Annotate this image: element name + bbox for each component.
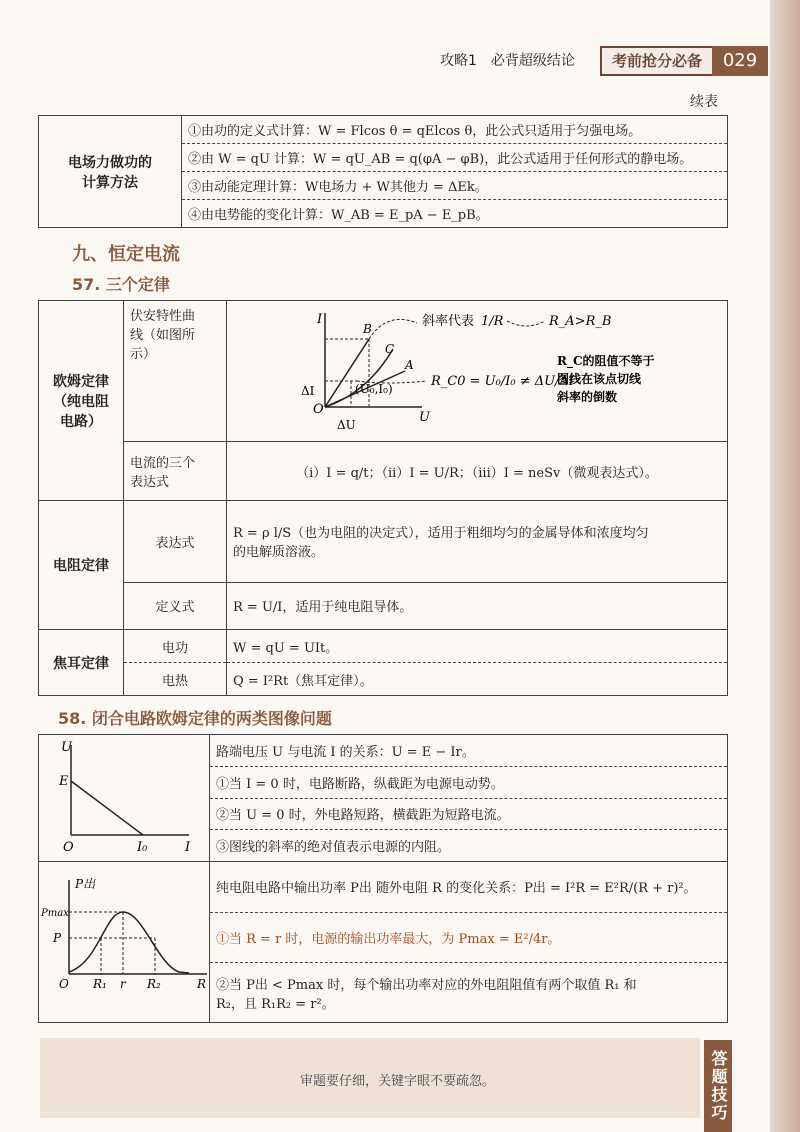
ui-graph — [39, 735, 209, 857]
label-delta-u: ΔU — [337, 418, 356, 432]
label-a: A — [405, 358, 414, 372]
closed-circuit-table — [38, 734, 728, 1023]
work-methods-table — [38, 115, 728, 228]
three-laws-table — [38, 300, 728, 696]
ui-row: ②当 U = 0 时，外电路短路，横截距为短路电流。 — [210, 798, 728, 830]
work-methods-label: 电场力做功的 计算方法 — [39, 116, 182, 228]
footer-banner — [40, 1038, 700, 1118]
p-graph — [39, 862, 209, 1018]
ui-row: ①当 I = 0 时，电路断路，纵截距为电源电动势。 — [210, 766, 728, 798]
arrow-to-compare — [507, 321, 545, 326]
resist-def-label: 定义式 — [124, 582, 227, 629]
va-curve-cell — [227, 301, 728, 442]
ui-row: 路端电压 U 与电流 I 的关系：U = E − Ir。 — [210, 735, 728, 767]
page-header — [0, 44, 770, 76]
compare-label: R_A>R_B — [549, 314, 612, 329]
label-point: (U₀,I₀) — [355, 382, 393, 396]
p-curve — [69, 912, 189, 973]
u-axis-label: U — [419, 410, 430, 425]
va-curve-diagram — [227, 301, 727, 437]
work-method-row: ③由动能定理计算：W电场力 + W其他力 = ΔEk。 — [182, 172, 728, 200]
p-graph-cell — [39, 862, 210, 1023]
section-title: 九、恒定电流 — [72, 244, 180, 265]
p-row-highlight: ①当 R = r 时，电源的输出功率最大，为 Pmax = E²/4r。 — [210, 912, 728, 963]
i0-label: I₀ — [137, 840, 148, 855]
page-edge — [770, 0, 800, 1132]
origin-label: O — [313, 402, 324, 417]
item-title: 58. 闭合电路欧姆定律的两类图像问题 — [58, 709, 332, 728]
resist-def-text: R = U/I，适用于纯电阻导体。 — [227, 582, 728, 629]
curve-c — [325, 349, 393, 407]
ui-row: ③图线的斜率的绝对值表示电源的内阻。 — [210, 830, 728, 862]
va-curve-label: 伏安特性曲 线（如图所 示） — [124, 301, 227, 442]
continued-label: 续表 — [690, 94, 718, 110]
work-method-row: ②由 W = qU 计算：W = qU_AB = q(φA − φB)，此公式适用于任何形式的静电场。 — [182, 144, 728, 172]
joule-law-label: 焦耳定律 — [39, 630, 124, 696]
slope-label: 斜率代表 — [422, 314, 475, 329]
three-expr-text: （i）I = q/t；（ii）I = U/R；（iii）I = neSv（微观表达式）。 — [227, 442, 728, 501]
e-label: E — [59, 774, 69, 789]
ui-graph-cell — [39, 735, 210, 862]
joule-work-label: 电功 — [124, 630, 227, 663]
ohm-law-label: 欧姆定律 （纯电阻 电路） — [39, 301, 124, 501]
label-b: B — [363, 322, 372, 336]
joule-work-text: W = qU = UIt。 — [227, 630, 728, 663]
page-number: 029 — [712, 46, 768, 76]
i-axis-label: I — [317, 312, 323, 327]
rc-note-2: 图线在该点切线 — [557, 372, 642, 386]
origin-label: O — [59, 977, 69, 991]
resistance-law-label: 电阻定律 — [39, 501, 124, 630]
r2-label: R₂ — [147, 977, 161, 991]
r1-label: R₁ — [93, 977, 107, 991]
label-delta-i: ΔI — [301, 384, 315, 398]
pout-label: P出 — [75, 877, 96, 891]
work-method-row: ④由电势能的变化计算：W_AB = E_pA − E_pB。 — [182, 200, 728, 228]
slope-fraction: 1/R — [481, 314, 504, 329]
side-tab: 答题技巧 — [704, 1040, 732, 1132]
joule-heat-text: Q = I²Rt（焦耳定律）。 — [227, 663, 728, 696]
ui-line — [71, 781, 143, 835]
r-axis-label: R — [197, 977, 207, 991]
pmax-label: Pmax — [41, 908, 69, 919]
origin-label: O — [63, 840, 74, 855]
arrow-to-slope — [369, 319, 417, 339]
work-method-row: ①由功的定义式计算：W = Flcos θ = qElcos θ，此公式只适用于匀强电场。 — [182, 116, 728, 144]
rc-note-1: R_C的阻值不等于 — [557, 354, 655, 368]
label-c: C — [385, 342, 395, 356]
rc-note-3: 斜率的倒数 — [557, 390, 618, 404]
u-axis-label: U — [61, 740, 72, 755]
header-badge: 考前抢分必备 — [600, 46, 714, 76]
i-axis-label: I — [185, 840, 191, 855]
r-label: r — [120, 977, 126, 991]
header-strategy: 攻略1 必背超级结论 — [440, 53, 575, 69]
footer-tip: 审题要仔细，关键字眼不要疏忽。 — [300, 1074, 496, 1089]
p-label: P — [53, 931, 62, 945]
joule-heat-label: 电热 — [124, 663, 227, 696]
item-title: 57. 三个定律 — [72, 275, 170, 294]
resist-expr-label: 表达式 — [124, 501, 227, 583]
three-expr-label: 电流的三个 表达式 — [124, 442, 227, 501]
p-row: 纯电阻电路中输出功率 P出 随外电阻 R 的变化关系：P出 = I²R = E²R/(R + r)²。 — [210, 862, 728, 913]
p-row: ②当 P出 < Pmax 时，每个输出功率对应的外电阻阻值有两个取值 R₁ 和 R₂，且 R₁R₂ = r²。 — [210, 963, 728, 1023]
resist-expr-text: R = ρ l/S（也为电阻的决定式），适用于粗细均匀的金属导体和浓度均匀 的电解质溶液。 — [227, 501, 728, 583]
rc-formula: R_C0 = U₀/I₀ ≠ ΔU/ΔI — [431, 374, 574, 389]
